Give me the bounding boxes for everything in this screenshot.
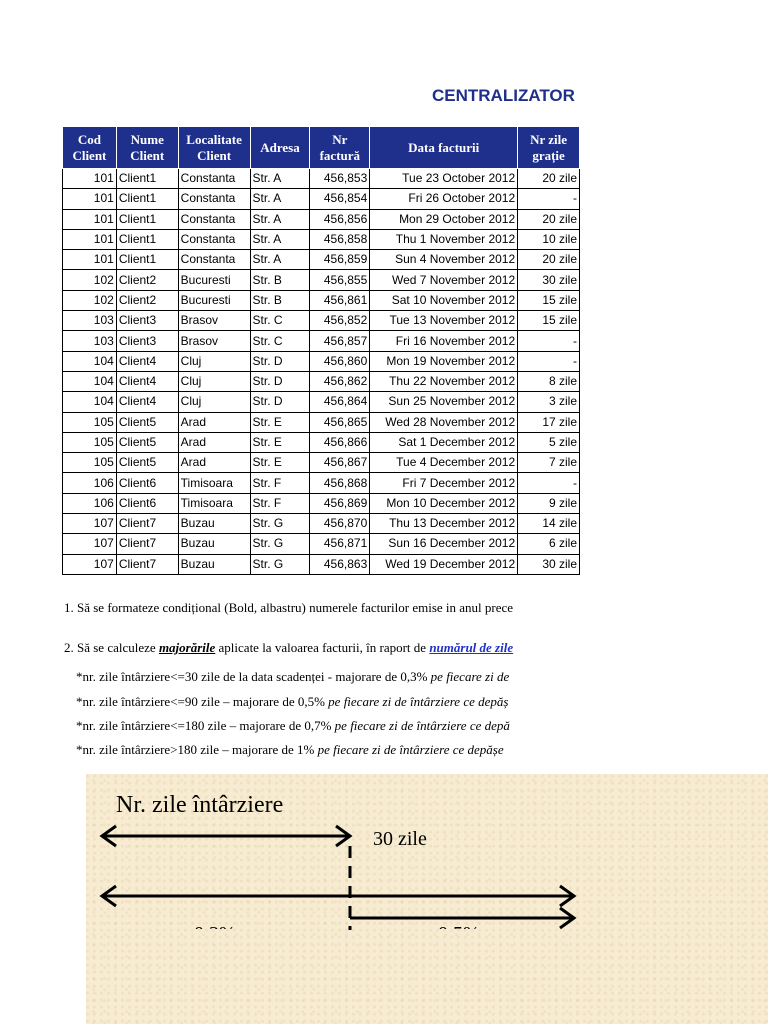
table-cell: - [518, 189, 580, 209]
table-cell: Client5 [116, 432, 178, 452]
table-row [63, 534, 580, 554]
table-cell: 6 zile [518, 534, 580, 554]
table-cell: 456,857 [310, 331, 370, 351]
table-cell: 104 [63, 392, 117, 412]
table-row [63, 473, 580, 493]
table-cell: Buzau [178, 514, 250, 534]
table-cell: 456,860 [310, 351, 370, 371]
table-cell: 15 zile [518, 311, 580, 331]
table-cell: 456,862 [310, 371, 370, 391]
table-row [63, 432, 580, 452]
table-cell: 104 [63, 371, 117, 391]
table-cell: 456,870 [310, 514, 370, 534]
table-cell: Cluj [178, 392, 250, 412]
table-cell: 103 [63, 311, 117, 331]
table-cell: 456,871 [310, 534, 370, 554]
delay-diagram-svg [86, 774, 768, 1024]
instruction-2-text-cont: aplicate la valoarea facturii, în raport de [215, 640, 430, 655]
column-header-line: Data facturii [408, 139, 480, 155]
table-cell: 456,852 [310, 311, 370, 331]
table-row [63, 514, 580, 534]
table-cell: Str. D [250, 392, 310, 412]
table-cell: Client3 [116, 331, 178, 351]
rule-4-text: *nr. zile întârziere>180 zile – majorare de 1% [76, 742, 318, 757]
table-cell: Str. G [250, 554, 310, 574]
column-header-1 [116, 127, 178, 169]
table-cell: Str. A [250, 189, 310, 209]
table-cell: 102 [63, 270, 117, 290]
column-header-6 [518, 127, 580, 169]
table-cell: Buzau [178, 554, 250, 574]
table-cell: Str. A [250, 250, 310, 270]
table-row [63, 453, 580, 473]
table-cell: Client7 [116, 514, 178, 534]
table-cell: Arad [178, 432, 250, 452]
diagram-mark-label: 30 zile [373, 828, 427, 850]
table-cell: 107 [63, 554, 117, 574]
table-cell: Constanta [178, 169, 250, 189]
table-cell: 9 zile [518, 493, 580, 513]
table-cell: 456,854 [310, 189, 370, 209]
table-cell: 456,861 [310, 290, 370, 310]
table-cell: 456,855 [310, 270, 370, 290]
column-header-line: Nr [332, 131, 348, 147]
table-cell: 456,863 [310, 554, 370, 574]
table-cell: Str. A [250, 209, 310, 229]
table-cell: Constanta [178, 209, 250, 229]
column-header-line: Nr zile [530, 131, 568, 147]
table-cell: Str. D [250, 351, 310, 371]
table-cell: Constanta [178, 250, 250, 270]
table-cell: Str. E [250, 432, 310, 452]
column-header-0 [63, 127, 117, 169]
table-row [63, 270, 580, 290]
table-cell: Client6 [116, 473, 178, 493]
table-cell: Bucuresti [178, 270, 250, 290]
table-cell: 101 [63, 189, 117, 209]
rule-2-text: *nr. zile întârziere<=90 zile – majorare de 0,5% [76, 694, 329, 709]
table-cell: Thu 1 November 2012 [370, 229, 518, 249]
table-cell: 14 zile [518, 514, 580, 534]
table-cell: 17 zile [518, 412, 580, 432]
column-header-line: Adresa [260, 139, 300, 155]
column-header-4 [310, 127, 370, 169]
table-cell: Sun 4 November 2012 [370, 250, 518, 270]
table-cell: Client5 [116, 412, 178, 432]
table-cell: 101 [63, 229, 117, 249]
column-header-line: Client [197, 147, 232, 163]
table-cell: Timisoara [178, 493, 250, 513]
table-cell: - [518, 331, 580, 351]
table-cell: Bucuresti [178, 290, 250, 310]
table-row [63, 290, 580, 310]
table-row [63, 169, 580, 189]
table-cell: Client1 [116, 189, 178, 209]
table-row [63, 250, 580, 270]
table-cell: 103 [63, 331, 117, 351]
rule-3-italic: pe fiecare zi de întârziere ce depă [334, 718, 510, 733]
table-row [63, 351, 580, 371]
table-cell: Buzau [178, 534, 250, 554]
page-title: CENTRALIZATOR [432, 86, 575, 105]
table-cell: Mon 10 December 2012 [370, 493, 518, 513]
column-header-line: Localitate [186, 131, 242, 147]
table-row [63, 412, 580, 432]
instruction-2-text: 2. Să se calculeze [64, 640, 159, 655]
table-cell: 107 [63, 534, 117, 554]
table-cell: 456,859 [310, 250, 370, 270]
column-header-3 [250, 127, 310, 169]
table-cell: Mon 19 November 2012 [370, 351, 518, 371]
column-header-line: factură [319, 147, 361, 163]
rule-3 [76, 718, 580, 734]
diagram-right-percent: 0,5% [438, 923, 480, 945]
table-cell: Str. C [250, 331, 310, 351]
table-cell: 456,864 [310, 392, 370, 412]
table-row [63, 229, 580, 249]
table-cell: Client2 [116, 290, 178, 310]
table-cell: 8 zile [518, 371, 580, 391]
rule-2-italic: pe fiecare zi de întârziere ce depăș [328, 694, 509, 709]
table-cell: Sun 25 November 2012 [370, 392, 518, 412]
table-cell: Str. A [250, 169, 310, 189]
table-cell: Client2 [116, 270, 178, 290]
column-header-line: Client [72, 147, 107, 163]
table-cell: Wed 7 November 2012 [370, 270, 518, 290]
table-cell: Client1 [116, 169, 178, 189]
diagram-left-percent: 0,3% [194, 923, 236, 945]
table-cell: Constanta [178, 189, 250, 209]
table-cell: Sat 1 December 2012 [370, 432, 518, 452]
rule-1-italic: pe fiecare zi de [430, 669, 510, 684]
column-header-line: grație [532, 147, 565, 163]
table-cell: Str. B [250, 270, 310, 290]
table-cell: Cluj [178, 371, 250, 391]
table-cell: Tue 4 December 2012 [370, 453, 518, 473]
table-cell: 20 zile [518, 169, 580, 189]
diagram-title: Nr. zile întârziere [116, 792, 284, 818]
rule-1 [76, 669, 580, 685]
table-cell: Sun 16 December 2012 [370, 534, 518, 554]
instruction-2-keyword: majorările [158, 640, 216, 655]
table-cell: Cluj [178, 351, 250, 371]
table-cell: 30 zile [518, 554, 580, 574]
table-cell: 106 [63, 473, 117, 493]
table-cell: Client6 [116, 493, 178, 513]
rule-3-text: *nr. zile întârziere<=180 zile – majorare de 0,7% [76, 718, 335, 733]
table-cell: Timisoara [178, 473, 250, 493]
instruction-2-link[interactable]: numărul de zile [429, 640, 514, 655]
table-cell: 456,853 [310, 169, 370, 189]
table-cell: Tue 23 October 2012 [370, 169, 518, 189]
table-cell: 101 [63, 250, 117, 270]
table-cell: Constanta [178, 229, 250, 249]
invoice-table [62, 126, 580, 575]
column-header-line: Nume [130, 131, 164, 147]
table-cell: 456,865 [310, 412, 370, 432]
table-cell: Fri 7 December 2012 [370, 473, 518, 493]
table-cell: Wed 19 December 2012 [370, 554, 518, 574]
table-cell: Client1 [116, 209, 178, 229]
table-cell: Client7 [116, 534, 178, 554]
column-header-2 [178, 127, 250, 169]
rule-4 [76, 742, 580, 758]
table-row [63, 209, 580, 229]
table-cell: Str. C [250, 311, 310, 331]
invoice-table-container [62, 126, 580, 578]
table-cell: 105 [63, 432, 117, 452]
table-cell: - [518, 351, 580, 371]
instruction-1: 1. Să se formateze condițional (Bold, albastru) numerele facturilor emise in anul prece [64, 600, 514, 615]
table-cell: 7 zile [518, 453, 580, 473]
table-row [63, 331, 580, 351]
table-cell: - [518, 473, 580, 493]
table-cell: 20 zile [518, 250, 580, 270]
table-cell: Str. F [250, 493, 310, 513]
table-row [63, 554, 580, 574]
table-cell: Str. E [250, 453, 310, 473]
table-cell: Mon 29 October 2012 [370, 209, 518, 229]
table-cell: 456,858 [310, 229, 370, 249]
table-row [63, 392, 580, 412]
table-cell: Client4 [116, 371, 178, 391]
column-header-5 [370, 127, 518, 169]
table-cell: Fri 26 October 2012 [370, 189, 518, 209]
table-cell: Sat 10 November 2012 [370, 290, 518, 310]
table-cell: 456,856 [310, 209, 370, 229]
table-cell: Fri 16 November 2012 [370, 331, 518, 351]
table-cell: Arad [178, 453, 250, 473]
rule-1-text: *nr. zile întârziere<=30 zile de la data scadenței - majorare de 0,3% [76, 669, 431, 684]
table-cell: Thu 13 December 2012 [370, 514, 518, 534]
table-cell: Str. F [250, 473, 310, 493]
table-cell: Client4 [116, 392, 178, 412]
table-cell: 107 [63, 514, 117, 534]
table-row [63, 371, 580, 391]
column-header-line: Client [130, 147, 165, 163]
table-cell: 15 zile [518, 290, 580, 310]
table-cell: 30 zile [518, 270, 580, 290]
table-cell: 456,867 [310, 453, 370, 473]
table-row [63, 189, 580, 209]
table-cell: 3 zile [518, 392, 580, 412]
full-interval-arrow [102, 886, 574, 906]
table-cell: Arad [178, 412, 250, 432]
table-cell: 104 [63, 351, 117, 371]
table-cell: Client1 [116, 250, 178, 270]
table-cell: Tue 13 November 2012 [370, 311, 518, 331]
table-row [63, 311, 580, 331]
table-cell: Str. A [250, 229, 310, 249]
table-cell: Str. G [250, 534, 310, 554]
table-cell: 456,866 [310, 432, 370, 452]
table-cell: 5 zile [518, 432, 580, 452]
table-cell: 456,869 [310, 493, 370, 513]
table-cell: Thu 22 November 2012 [370, 371, 518, 391]
table-cell: Client7 [116, 554, 178, 574]
table-cell: Client3 [116, 311, 178, 331]
table-cell: 456,868 [310, 473, 370, 493]
rule-4-italic: pe fiecare zi de întârziere ce depășe [317, 742, 504, 757]
delay-diagram [86, 774, 768, 1024]
table-cell: 101 [63, 169, 117, 189]
first-interval-arrow [102, 826, 350, 846]
table-cell: Wed 28 November 2012 [370, 412, 518, 432]
table-body [63, 169, 580, 575]
table-cell: 10 zile [518, 229, 580, 249]
table-cell: 102 [63, 290, 117, 310]
table-cell: Client5 [116, 453, 178, 473]
table-cell: Str. E [250, 412, 310, 432]
table-row [63, 493, 580, 513]
table-cell: Brasov [178, 311, 250, 331]
table-cell: 20 zile [518, 209, 580, 229]
table-cell: Client4 [116, 351, 178, 371]
table-cell: Str. D [250, 371, 310, 391]
table-cell: Str. B [250, 290, 310, 310]
table-cell: 105 [63, 412, 117, 432]
table-cell: Str. G [250, 514, 310, 534]
table-cell: Brasov [178, 331, 250, 351]
rule-2 [76, 694, 580, 710]
table-cell: 105 [63, 453, 117, 473]
table-cell: 101 [63, 209, 117, 229]
table-cell: Client1 [116, 229, 178, 249]
table-cell: 106 [63, 493, 117, 513]
column-header-line: Cod [77, 131, 101, 147]
instruction-2 [64, 640, 580, 656]
table-header-row [63, 127, 580, 169]
